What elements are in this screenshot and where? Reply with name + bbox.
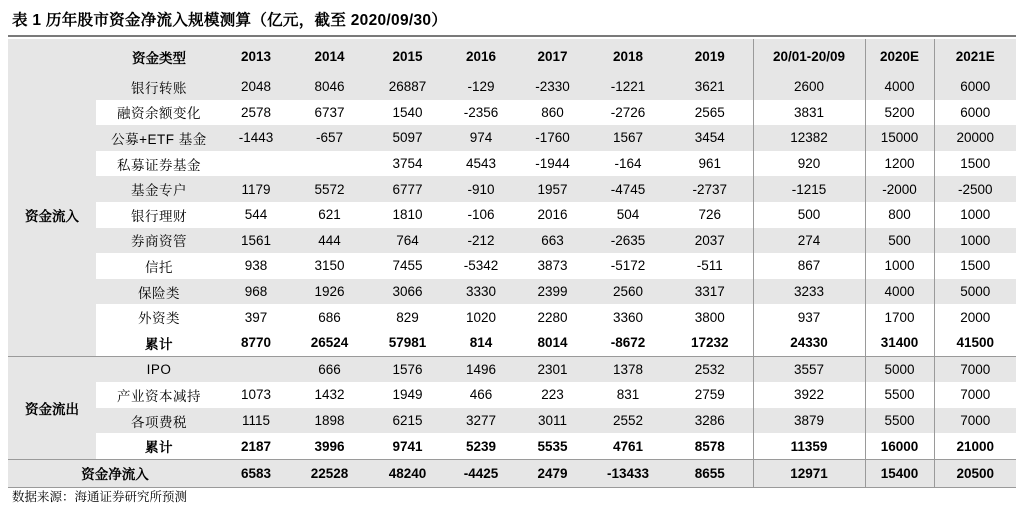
value-cell: 800 <box>865 202 934 228</box>
value-cell: 3922 <box>753 382 865 408</box>
value-cell: 829 <box>396 309 419 325</box>
value-cell: 3557 <box>753 356 865 382</box>
value-cell: 5000 <box>934 279 1016 305</box>
value-cell: 2578 <box>240 104 272 120</box>
table-row <box>8 279 1016 305</box>
value-cell: 41500 <box>934 330 1016 356</box>
value-cell: -212 <box>446 228 516 254</box>
row-label: 信托 <box>145 259 173 275</box>
value-cell: 3317 <box>667 279 753 305</box>
value-cell: 8014 <box>537 335 568 351</box>
fund-flow-table <box>8 39 1016 488</box>
value-cell <box>290 151 369 177</box>
value-cell: 3011 <box>516 408 589 434</box>
value-cell: 7000 <box>934 356 1016 382</box>
inflow-group-label: 资金流入 <box>8 74 96 356</box>
value-cell: 814 <box>469 335 493 351</box>
value-cell: 20500 <box>934 459 1016 487</box>
value-cell: 1073 <box>240 387 272 403</box>
value-cell: 504 <box>616 207 640 223</box>
value-cell: 5535 <box>537 438 568 454</box>
value-cell: -657 <box>290 125 369 151</box>
value-cell: 764 <box>369 228 446 254</box>
row-label: 基金专户 <box>96 176 222 202</box>
value-cell: 4000 <box>865 74 934 100</box>
header-year: 2017 <box>516 39 589 74</box>
value-cell: 666 <box>290 356 369 382</box>
value-cell: 1200 <box>865 151 934 177</box>
value-cell: 726 <box>698 207 722 223</box>
value-cell: 920 <box>753 151 865 177</box>
value-cell: -2726 <box>610 104 646 120</box>
value-cell: 31400 <box>865 330 934 356</box>
value-cell: 1179 <box>222 176 290 202</box>
value-cell: -1443 <box>222 125 290 151</box>
header-year: 2014 <box>290 39 369 74</box>
header-row <box>8 39 1016 74</box>
value-cell: 3066 <box>369 279 446 305</box>
header-year: 2021E <box>934 39 1016 74</box>
value-cell: 5500 <box>865 382 934 408</box>
value-cell: 3330 <box>446 279 516 305</box>
value-cell: 1000 <box>934 202 1016 228</box>
table-row <box>8 408 1016 434</box>
table-row <box>8 356 1016 382</box>
value-cell: 2000 <box>934 304 1016 330</box>
value-cell: 22528 <box>290 459 369 487</box>
value-cell: 20000 <box>934 125 1016 151</box>
value-cell: 2187 <box>240 438 272 454</box>
value-cell: 397 <box>244 309 268 325</box>
value-cell: 8770 <box>240 335 272 351</box>
header-year: 2019 <box>667 39 753 74</box>
value-cell: 4761 <box>612 438 644 454</box>
value-cell: 867 <box>753 253 865 279</box>
value-cell: 24330 <box>753 330 865 356</box>
header-year: 2020E <box>865 39 934 74</box>
value-cell: 3879 <box>753 408 865 434</box>
value-cell: 3360 <box>612 309 644 325</box>
row-label: 公募+ETF 基金 <box>96 125 222 151</box>
value-cell: 3277 <box>446 408 516 434</box>
value-cell: 961 <box>698 156 722 172</box>
inflow-total-row <box>8 330 1016 356</box>
value-cell: 8655 <box>667 459 753 487</box>
table-row <box>8 382 1016 408</box>
table-title: 表 1 历年股市资金净流入规模测算（亿元，截至 2020/09/30） <box>12 12 448 29</box>
value-cell: 2280 <box>537 309 568 325</box>
value-cell: 2600 <box>753 74 865 100</box>
value-cell: 4000 <box>865 279 934 305</box>
value-cell: 15000 <box>865 125 934 151</box>
value-cell: 223 <box>541 387 564 403</box>
value-cell: 1576 <box>369 356 446 382</box>
outflow-group-label: 资金流出 <box>8 356 96 459</box>
table-row <box>8 151 1016 177</box>
value-cell: 3233 <box>753 279 865 305</box>
value-cell: 8046 <box>290 74 369 100</box>
source-note: 数据来源：海通证券研究所预测 <box>12 490 188 504</box>
value-cell: 1500 <box>934 253 1016 279</box>
row-label: IPO <box>96 356 222 382</box>
value-cell: 860 <box>541 104 564 120</box>
value-cell: -106 <box>467 207 495 223</box>
value-cell: 12971 <box>753 459 865 487</box>
table-row <box>8 202 1016 228</box>
value-cell: -2737 <box>667 176 753 202</box>
value-cell: 2048 <box>222 74 290 100</box>
value-cell: 1115 <box>222 408 290 434</box>
value-cell: 1500 <box>934 151 1016 177</box>
value-cell: 1567 <box>589 125 667 151</box>
value-cell: 7000 <box>934 408 1016 434</box>
value-cell: 17232 <box>690 335 729 351</box>
value-cell: 1540 <box>392 104 423 120</box>
header-year: 2018 <box>589 39 667 74</box>
value-cell: 21000 <box>934 433 1016 459</box>
row-label: 保险类 <box>96 279 222 305</box>
value-cell: 1810 <box>392 207 423 223</box>
value-cell: 3754 <box>392 156 423 172</box>
table-row <box>8 253 1016 279</box>
value-cell: 444 <box>290 228 369 254</box>
value-cell: 1000 <box>865 253 934 279</box>
row-label: 外资类 <box>138 311 180 327</box>
value-cell: 1378 <box>589 356 667 382</box>
value-cell: 3454 <box>667 125 753 151</box>
value-cell: 2759 <box>694 387 725 403</box>
value-cell: 663 <box>516 228 589 254</box>
value-cell: 1957 <box>516 176 589 202</box>
value-cell: -8672 <box>610 335 646 351</box>
value-cell: -2330 <box>516 74 589 100</box>
row-label: 各项费税 <box>96 408 222 434</box>
value-cell: 2560 <box>589 279 667 305</box>
value-cell: 6777 <box>369 176 446 202</box>
value-cell: 1926 <box>290 279 369 305</box>
value-cell: -2356 <box>463 104 499 120</box>
value-cell: 1949 <box>392 387 423 403</box>
value-cell: -4745 <box>589 176 667 202</box>
value-cell: 2016 <box>537 207 568 223</box>
value-cell: 1700 <box>865 304 934 330</box>
value-cell: 26524 <box>310 335 349 351</box>
header-category: 资金类型 <box>96 39 222 74</box>
value-cell: 15400 <box>865 459 934 487</box>
value-cell: -4425 <box>446 459 516 487</box>
value-cell: 5000 <box>865 356 934 382</box>
value-cell: 5500 <box>865 408 934 434</box>
value-cell: -2000 <box>865 176 934 202</box>
header-year: 2015 <box>369 39 446 74</box>
value-cell: 466 <box>469 387 493 403</box>
value-cell: 5572 <box>290 176 369 202</box>
value-cell: -13433 <box>589 459 667 487</box>
value-cell: 1561 <box>222 228 290 254</box>
row-label: 银行转账 <box>96 74 222 100</box>
value-cell: 6215 <box>369 408 446 434</box>
value-cell: -5172 <box>610 258 646 274</box>
value-cell: 1432 <box>314 387 345 403</box>
value-cell: 2479 <box>516 459 589 487</box>
value-cell: 937 <box>753 304 865 330</box>
row-label: 融资余额变化 <box>117 106 201 122</box>
value-cell: 7000 <box>934 382 1016 408</box>
value-cell: 5097 <box>369 125 446 151</box>
value-cell: -129 <box>446 74 516 100</box>
value-cell: 3873 <box>537 258 568 274</box>
row-label: 私募证券基金 <box>117 157 201 173</box>
value-cell: 2565 <box>694 104 725 120</box>
value-cell: 6000 <box>934 74 1016 100</box>
value-cell: -1215 <box>753 176 865 202</box>
value-cell: 8578 <box>694 438 725 454</box>
header-year: 2013 <box>222 39 290 74</box>
value-cell: 3800 <box>694 309 725 325</box>
value-cell: 3150 <box>314 258 345 274</box>
value-cell: 1496 <box>446 356 516 382</box>
net-total-row <box>8 459 1016 487</box>
value-cell: 4543 <box>465 156 497 172</box>
value-cell: 3286 <box>667 408 753 434</box>
table-row <box>8 125 1016 151</box>
value-cell: -164 <box>614 156 642 172</box>
value-cell: 500 <box>753 202 865 228</box>
value-cell: 2532 <box>667 356 753 382</box>
value-cell: 274 <box>753 228 865 254</box>
value-cell: 57981 <box>388 335 427 351</box>
value-cell: 544 <box>244 207 268 223</box>
value-cell: 2552 <box>589 408 667 434</box>
value-cell: -2635 <box>589 228 667 254</box>
top-rule <box>8 35 1016 37</box>
table-row <box>8 176 1016 202</box>
value-cell: 974 <box>446 125 516 151</box>
value-cell: 2037 <box>667 228 753 254</box>
table-row <box>8 74 1016 100</box>
table-row <box>8 100 1016 126</box>
value-cell: 9741 <box>392 438 423 454</box>
value-cell: 6000 <box>934 100 1016 126</box>
table-row <box>8 304 1016 330</box>
row-label: 银行理财 <box>131 208 187 224</box>
net-label: 资金净流入 <box>8 459 222 487</box>
value-cell: 7455 <box>392 258 423 274</box>
outflow-total-row <box>8 433 1016 459</box>
value-cell: -1221 <box>589 74 667 100</box>
value-cell: 968 <box>222 279 290 305</box>
value-cell: 48240 <box>369 459 446 487</box>
value-cell: -910 <box>446 176 516 202</box>
value-cell: 11359 <box>753 433 865 459</box>
value-cell: 686 <box>318 309 341 325</box>
value-cell: 3996 <box>314 438 345 454</box>
value-cell: -1944 <box>535 156 570 172</box>
header-year: 20/01-20/09 <box>753 39 865 74</box>
value-cell: 6583 <box>222 459 290 487</box>
header-corner <box>8 39 96 74</box>
value-cell: 26887 <box>369 74 446 100</box>
row-label: 累计 <box>145 440 173 456</box>
value-cell: 5200 <box>865 100 934 126</box>
value-cell: 16000 <box>865 433 934 459</box>
value-cell: 938 <box>244 258 268 274</box>
row-label: 券商资管 <box>96 228 222 254</box>
table-row <box>8 228 1016 254</box>
value-cell: 5239 <box>465 438 497 454</box>
value-cell: 1000 <box>934 228 1016 254</box>
value-cell: 500 <box>865 228 934 254</box>
value-cell: 2301 <box>516 356 589 382</box>
value-cell: 2399 <box>516 279 589 305</box>
value-cell: -5342 <box>463 258 499 274</box>
value-cell: 831 <box>616 387 640 403</box>
value-cell <box>222 151 290 177</box>
value-cell: 12382 <box>753 125 865 151</box>
value-cell: -511 <box>696 258 723 274</box>
value-cell: 1898 <box>290 408 369 434</box>
value-cell <box>222 356 290 382</box>
row-label: 累计 <box>145 336 173 352</box>
value-cell: -2500 <box>934 176 1016 202</box>
header-year: 2016 <box>446 39 516 74</box>
value-cell: 3621 <box>667 74 753 100</box>
value-cell: -1760 <box>516 125 589 151</box>
value-cell: 3831 <box>753 100 865 126</box>
value-cell: 6737 <box>314 104 345 120</box>
row-label: 产业资本减持 <box>117 388 201 404</box>
value-cell: 621 <box>318 207 341 223</box>
value-cell: 1020 <box>465 309 497 325</box>
